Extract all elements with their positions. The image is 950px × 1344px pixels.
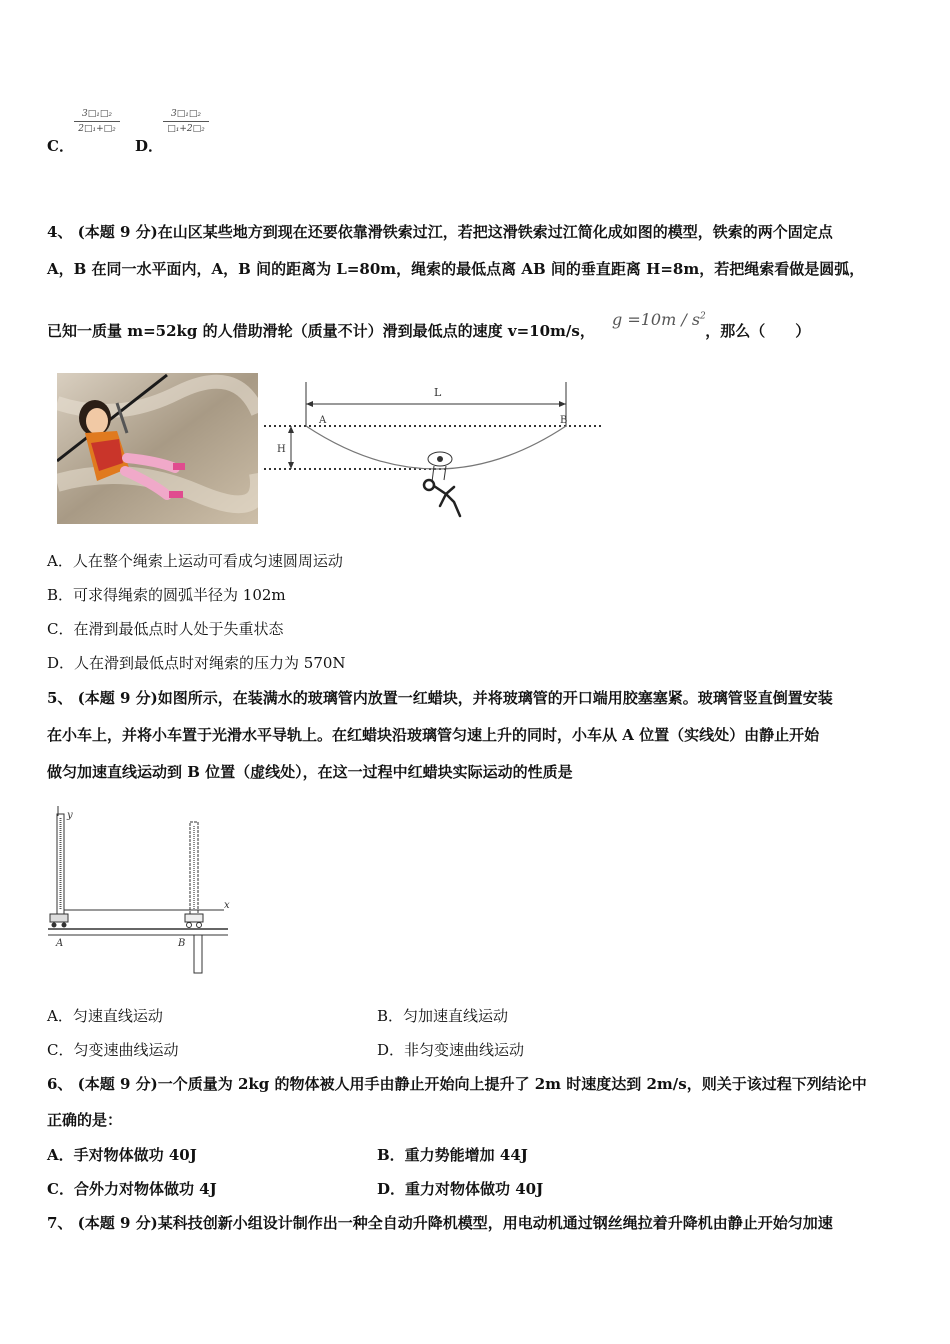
label-position-B: B xyxy=(178,938,186,949)
q4-option-b: B．可求得绳索的圆弧半径为 102m xyxy=(47,586,286,604)
q4-option-c: C．在滑到最低点时人处于失重状态 xyxy=(47,620,284,638)
axis-label-x: x xyxy=(224,900,230,911)
rope-arc xyxy=(306,426,566,469)
q6-option-d: D．重力对物体做功 40J xyxy=(377,1180,544,1198)
label-L: L xyxy=(434,386,442,399)
label-position-A: A xyxy=(56,938,64,949)
q3-option-c-numerator: 3□₁□₂ xyxy=(82,109,112,119)
q7-stem-line1: 7、 (本题 9 分)某科技创新小组设计制作出一种全自动升降机模型，用电动机通过钢丝绳拉着升降机由静止开始匀加速 xyxy=(47,1214,833,1232)
q5-stem-line2: 在小车上，并将小车置于光滑水平导轨上。在红蜡块沿玻璃管匀速上升的同时，小车从 A 位置（实线处）由静止开始 xyxy=(47,726,820,744)
label-B: B xyxy=(560,415,568,426)
gravity-formula-text: g =10m / s xyxy=(612,310,701,329)
zipline-photo xyxy=(57,373,258,524)
q6-stem-line1: 6、 (本题 9 分)一个质量为 2kg 的物体被人用手由静止开始向上提升了 2m 时速度达到 2m/s，则关于该过程下列结论中 xyxy=(47,1075,867,1093)
q6-stem-line2: 正确的是： xyxy=(47,1111,123,1129)
q5-option-a: A．匀速直线运动 xyxy=(47,1007,163,1025)
q5-option-c: C．匀变速曲线运动 xyxy=(47,1041,179,1059)
q4-stem-line2: A，B 在同一水平面内，A，B 间的距离为 L=80m，绳索的最低点离 AB 间的垂直距离 H=8m，若把绳索看做是圆弧， xyxy=(47,260,865,278)
q4-stem-line3-end: ，那么（ ） xyxy=(705,322,811,340)
q3-option-d-numerator: 3□₁□₂ xyxy=(171,109,201,119)
glass-tube-diagram xyxy=(44,806,239,978)
q3-option-d-fraction xyxy=(163,109,209,134)
q3-option-d-denominator: □₁+2□₂ xyxy=(167,124,205,134)
q4-stem-line1: 4、 (本题 9 分)在山区某些地方到现在还要依靠滑铁索过江，若把这滑铁索过江简化成如图的模型，铁索的两个固定点 xyxy=(47,223,833,241)
q3-option-c-denominator: 2□₁+□₂ xyxy=(78,124,116,134)
label-A: A xyxy=(319,415,327,426)
q3-option-d-label: D． xyxy=(135,137,164,155)
q5-stem-line3: 做匀加速直线运动到 B 位置（虚线处），在这一过程中红蜡块实际运动的性质是 xyxy=(47,763,573,781)
label-H: H xyxy=(277,444,286,455)
q4-option-d: D．人在滑到最低点时对绳索的压力为 570N xyxy=(47,654,346,672)
q5-option-d: D．非匀变速曲线运动 xyxy=(377,1041,525,1059)
q3-option-c-fraction xyxy=(74,109,120,134)
q4-option-a: A．人在整个绳索上运动可看成匀速圆周运动 xyxy=(47,552,343,570)
q3-option-c-label: C． xyxy=(47,137,74,155)
q6-option-c: C．合外力对物体做功 4J xyxy=(47,1180,217,1198)
q5-stem-line1: 5、 (本题 9 分)如图所示，在装满水的玻璃管内放置一红蜡块，并将玻璃管的开口端用胶塞塞紧。玻璃管竖直倒置安装 xyxy=(47,689,833,707)
q6-option-a: A．手对物体做功 40J xyxy=(47,1146,197,1164)
zipline-diagram xyxy=(264,382,609,522)
axis-label-y: y xyxy=(67,810,73,821)
q5-option-b: B．匀加速直线运动 xyxy=(377,1007,509,1025)
q4-stem-line3 xyxy=(47,321,907,341)
gravity-formula xyxy=(612,310,706,329)
q6-option-b: B．重力势能增加 44J xyxy=(377,1146,528,1164)
q4-stem-line3-text: 已知一质量 m=52kg 的人借助滑轮（质量不计）滑到最低点的速度 v=10m/s， xyxy=(47,322,595,340)
gravity-formula-exponent: 2 xyxy=(700,311,706,322)
